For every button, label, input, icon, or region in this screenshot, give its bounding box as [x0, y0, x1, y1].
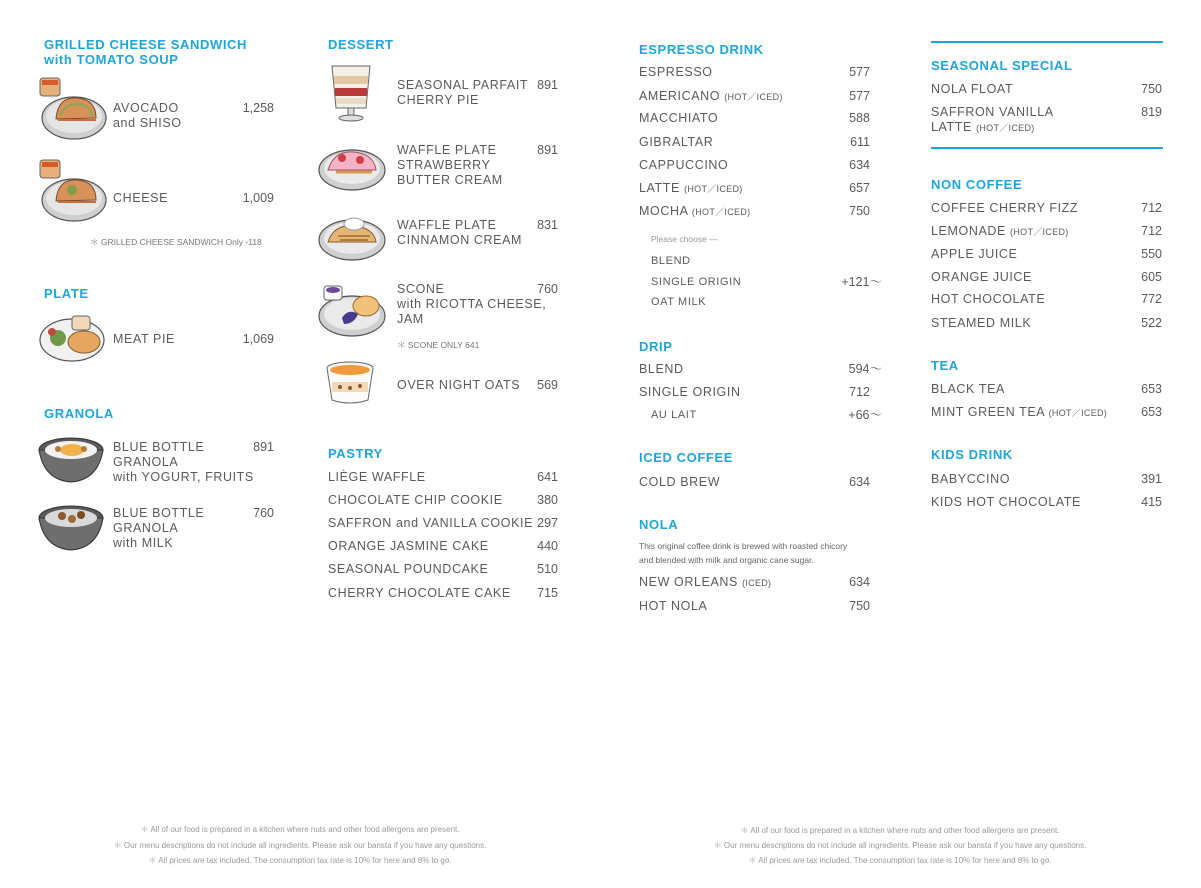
price-coffee-cherry-fizz: 712: [1141, 201, 1162, 215]
item-nola-float: NOLA FLOAT: [931, 82, 1014, 96]
seasonal-special-title: SEASONAL SPECIAL: [931, 58, 1073, 73]
item-latte: [639, 181, 743, 197]
item-saffron-vanilla-cookie: SAFFRON and VANILLA COOKIE: [328, 516, 534, 530]
seasonal-bottom-rule: [931, 147, 1163, 149]
grilled-only-note: ＊ GRILLED CHEESE SANDWICH Only -118: [90, 237, 262, 247]
price-macchiato: 588: [849, 111, 870, 125]
item-waffle-cinnamon: WAFFLE PLATE CINNAMON CREAM: [397, 218, 523, 247]
item-hot-nola: HOT NOLA: [639, 599, 708, 613]
price-cheese: 1,009: [242, 191, 274, 205]
price-liege-waffle: 641: [537, 470, 558, 484]
item-americano: [639, 89, 783, 105]
left-footer-line3: ＊ All prices are tax included. The consumption tax rate is 10% for here and 8% to go.: [148, 856, 452, 865]
price-black-tea: 653: [1141, 382, 1162, 396]
plate-title: PLATE: [44, 286, 89, 301]
name: CAPPUCCINO: [639, 158, 729, 172]
price-nola-float: 750: [1141, 82, 1162, 96]
name-line1: SAFFRON VANILLA: [931, 105, 1054, 119]
price-americano: 577: [849, 89, 870, 103]
nola-description-line1: This original coffee drink is brewed with roasted chicory: [639, 541, 848, 551]
price-au-lait: +66～: [848, 408, 882, 422]
overnight-oats-illustration: [324, 360, 376, 408]
item-drip-single-origin: SINGLE ORIGIN: [639, 385, 741, 399]
item-macchiato: [639, 111, 718, 126]
price-saffron-vanilla-latte: 819: [1141, 105, 1162, 119]
item-drip-blend: BLEND: [639, 362, 684, 376]
grilled-title-line1: GRILLED CHEESE SANDWICH: [44, 37, 248, 52]
waffle-cinnamon-illustration: [314, 206, 386, 264]
price-drip-blend: 594～: [848, 362, 882, 376]
right-footer-line3: ＊ All prices are tax included. The consumption tax rate is 10% for here and 8% to go.: [748, 856, 1052, 865]
scone-illustration: [314, 280, 386, 340]
option-blend: BLEND: [651, 255, 691, 267]
granola-yogurt-illustration: [36, 430, 106, 486]
item-coffee-cherry-fizz: COFFEE CHERRY FIZZ: [931, 201, 1079, 215]
item-cappuccino: [639, 158, 728, 173]
name: AMERICANO: [639, 89, 721, 103]
price-meat-pie: 1,069: [242, 332, 274, 346]
name: MACCHIATO: [639, 111, 719, 125]
price-granola-milk: 760: [253, 506, 274, 520]
name: MINT GREEN TEA: [931, 405, 1045, 419]
right-footer-line1: ＊ All of our food is prepared in a kitchen where nuts and other food allergens are present.: [740, 826, 1060, 835]
name: LATTE: [639, 181, 680, 195]
item-kids-hot-chocolate: KIDS HOT CHOCOLATE: [931, 495, 1081, 509]
price-mocha: 750: [849, 204, 870, 218]
item-granola-yogurt: BLUE BOTTLE GRANOLA with YOGURT, FRUITS: [113, 440, 254, 484]
price-babyccino: 391: [1141, 472, 1162, 486]
price-overnight-oats: 569: [537, 378, 558, 392]
suffix: (HOT／ICED): [691, 207, 751, 217]
item-lemonade: [931, 224, 1069, 240]
price-cappuccino: 634: [849, 158, 870, 172]
item-black-tea: BLACK TEA: [931, 382, 1005, 396]
suffix: (HOT／ICED): [1010, 227, 1069, 237]
price-hot-chocolate: 772: [1141, 292, 1162, 306]
price-gibraltar: 611: [850, 135, 870, 149]
tea-title: TEA: [931, 358, 959, 373]
item-scone: SCONE with RICOTTA CHEESE, JAM: [397, 282, 547, 326]
item-parfait: SEASONAL PARFAIT CHERRY PIE: [397, 78, 529, 107]
price-waffle-strawberry: 891: [537, 143, 558, 157]
item-au-lait: AU LAIT: [651, 409, 697, 421]
nola-description-line2: and blended with milk and organic cane sugar.: [639, 555, 814, 565]
grilled-sandwich-cheese-illustration: [36, 156, 108, 226]
name: LEMONADE: [931, 224, 1006, 238]
right-footer-line2: ＊ Our menu descriptions do not include all ingredients. Please ask our barista if you have any questions.: [713, 841, 1087, 850]
grilled-sandwich-avocado-illustration: [36, 74, 108, 144]
price-hot-nola: 750: [849, 599, 870, 613]
name: MOCHA: [639, 204, 688, 218]
price-cherry-chocolate-cake: 715: [537, 586, 558, 600]
left-footer-line1: ＊ All of our food is prepared in a kitchen where nuts and other food allergens are present.: [140, 825, 460, 834]
name: GIBRALTAR: [639, 135, 714, 149]
price-steamed-milk: 522: [1141, 316, 1162, 330]
price-parfait: 891: [537, 78, 558, 92]
price-seasonal-poundcake: 510: [537, 562, 558, 576]
granola-title: GRANOLA: [44, 406, 114, 421]
item-cheese: CHEESE: [113, 191, 169, 205]
nola-title: NOLA: [639, 517, 679, 532]
price-apple-juice: 550: [1141, 247, 1162, 261]
option-single-origin: SINGLE ORIGIN: [651, 276, 742, 288]
item-babyccino: BABYCCINO: [931, 472, 1011, 486]
price-orange-juice: 605: [1141, 270, 1162, 284]
item-saffron-vanilla-latte: [931, 105, 1054, 136]
price-option-single-origin: +121～: [841, 275, 882, 289]
price-chocolate-chip-cookie: 380: [537, 493, 558, 507]
item-hot-chocolate: HOT CHOCOLATE: [931, 292, 1046, 306]
price-kids-hot-chocolate: 415: [1141, 495, 1162, 509]
dessert-title: DESSERT: [328, 37, 394, 52]
price-avocado-shiso: 1,258: [242, 101, 274, 115]
grilled-cheese-title: [44, 37, 247, 67]
grilled-title-line2: with TOMATO SOUP: [44, 52, 179, 67]
espresso-title: ESPRESSO DRINK: [639, 42, 764, 57]
parfait-illustration: [326, 62, 376, 124]
scone-only-note: ＊ SCONE ONLY 641: [397, 340, 480, 350]
suffix: (HOT／ICED): [976, 123, 1035, 133]
seasonal-top-rule: [931, 41, 1163, 43]
price-scone: 760: [537, 282, 558, 296]
price-orange-jasmine-cake: 440: [537, 539, 558, 553]
option-oat-milk: OAT MILK: [651, 296, 707, 308]
price-drip-single-origin: 712: [849, 385, 870, 399]
item-granola-milk: BLUE BOTTLE GRANOLA with MILK: [113, 506, 205, 550]
suffix: (HOT／ICED): [1048, 408, 1108, 418]
price-new-orleans: 634: [849, 575, 870, 589]
item-cold-brew: COLD BREW: [639, 475, 721, 489]
name: ESPRESSO: [639, 65, 713, 79]
suffix: (HOT／ICED): [684, 184, 743, 194]
item-mint-green-tea: [931, 405, 1107, 421]
item-espresso: [639, 65, 713, 80]
please-choose-label: Please choose —: [651, 234, 718, 244]
name-line2: LATTE: [931, 120, 972, 134]
name: NEW ORLEANS: [639, 575, 738, 589]
item-gibraltar: [639, 135, 713, 150]
item-orange-jasmine-cake: ORANGE JASMINE CAKE: [328, 539, 489, 553]
left-footer-line2: ＊ Our menu descriptions do not include all ingredients. Please ask our barista if you have any questions.: [113, 841, 487, 850]
item-meat-pie: MEAT PIE: [113, 332, 175, 346]
meat-pie-illustration: [36, 310, 108, 366]
item-cherry-chocolate-cake: CHERRY CHOCOLATE CAKE: [328, 586, 511, 600]
price-lemonade: 712: [1141, 224, 1162, 238]
granola-milk-illustration: [36, 498, 106, 554]
price-cold-brew: 634: [849, 475, 870, 489]
item-new-orleans: [639, 575, 771, 591]
iced-coffee-title: ICED COFFEE: [639, 450, 733, 465]
item-waffle-strawberry: WAFFLE PLATE STRAWBERRY BUTTER CREAM: [397, 143, 503, 187]
non-coffee-title: NON COFFEE: [931, 177, 1023, 192]
price-waffle-cinnamon: 831: [537, 218, 558, 232]
suffix: (ICED): [742, 578, 772, 588]
kids-drink-title: KIDS DRINK: [931, 447, 1013, 462]
item-orange-juice: ORANGE JUICE: [931, 270, 1032, 284]
price-granola-yogurt: 891: [253, 440, 274, 454]
item-mocha: [639, 204, 750, 220]
item-apple-juice: APPLE JUICE: [931, 247, 1018, 261]
item-steamed-milk: STEAMED MILK: [931, 316, 1032, 330]
item-overnight-oats: OVER NIGHT OATS: [397, 378, 521, 392]
item-seasonal-poundcake: SEASONAL POUNDCAKE: [328, 562, 489, 576]
item-chocolate-chip-cookie: CHOCOLATE CHIP COOKIE: [328, 493, 503, 507]
price-saffron-vanilla-cookie: 297: [537, 516, 558, 530]
drip-title: DRIP: [639, 339, 673, 354]
item-liege-waffle: LIÈGE WAFFLE: [328, 470, 426, 484]
item-avocado-shiso: AVOCADO and SHISO: [113, 101, 182, 130]
price-espresso: 577: [849, 65, 870, 79]
suffix: (HOT／ICED): [724, 92, 783, 102]
waffle-strawberry-illustration: [314, 136, 386, 194]
pastry-title: PASTRY: [328, 446, 383, 461]
price-mint-green-tea: 653: [1141, 405, 1162, 419]
price-latte: 657: [849, 181, 870, 195]
